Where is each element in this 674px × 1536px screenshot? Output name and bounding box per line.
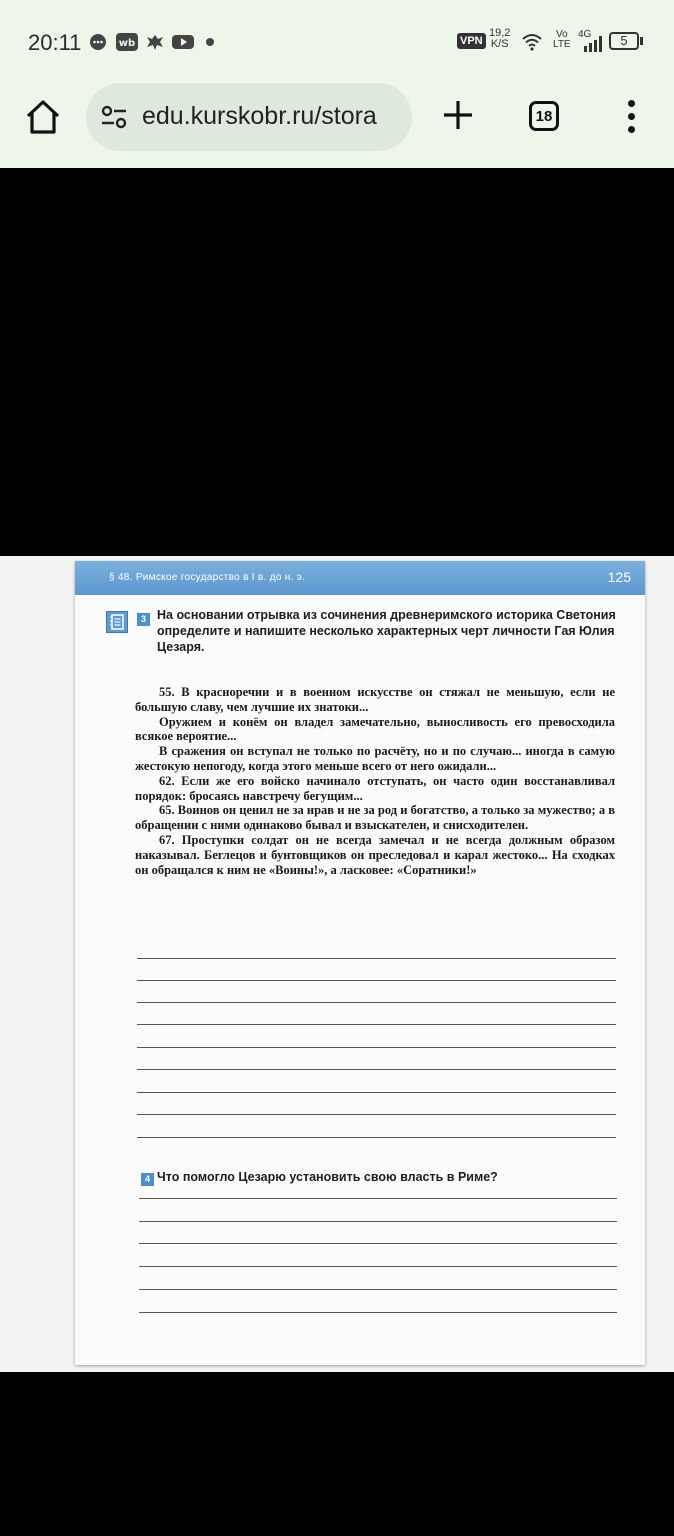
answer-line [137,1137,616,1138]
vpn-badge: VPN [457,33,486,49]
wb-app-icon [116,33,138,51]
volte-top: Vo [555,29,568,40]
battery-indicator: 5 [609,32,639,50]
answer-line [137,1024,616,1025]
chat-bubble-icon [89,33,107,51]
signal-bars-icon [584,36,604,54]
new-tab-button[interactable] [441,98,475,132]
page-header [75,561,645,595]
quote-paragraph: 62. Если же его войско начинало отступать, он часто один восстанавливал порядок: бросаясь навстречу бегущим... [135,773,615,803]
home-button[interactable] [24,98,62,136]
answer-line [139,1243,617,1244]
task-number: 3 [137,613,150,626]
quote-paragraph: В сражения он вступал не только по расчёту, но и по случаю... иногда в самую жестокую непогоду, когда этого меньше всего от него ожидали... [135,744,615,773]
answer-line [139,1289,617,1290]
more-menu-button[interactable] [622,100,640,134]
answer-line [139,1266,617,1267]
volte-bottom: LTE [553,39,571,50]
network-speed [489,28,510,50]
speed-unit: K/S [490,38,509,50]
answer-line [137,958,616,959]
notification-dot-icon [206,38,214,46]
answer-line [137,1002,616,1003]
quote-paragraph: 55. В красноречии и в военном искусстве он стяжал не меньшую, если не большую славу, чем лучшие их знатоки... [135,685,615,714]
task-4-text: Что помогло Цезарю установить свою власть в Риме? [157,1170,498,1184]
answer-line [139,1312,617,1313]
answer-line [139,1221,617,1222]
answer-line [137,1092,616,1093]
answer-line [137,980,616,981]
textbook-page [75,561,645,1365]
suetonius-excerpt [135,685,615,877]
address-bar[interactable] [86,83,412,151]
speed-value: 19,2 [489,27,511,39]
answer-line [139,1198,617,1199]
url-text[interactable]: edu.kurskobr.ru/stora [142,102,377,130]
notebook-icon [106,611,128,633]
youtube-icon [172,33,194,51]
volte-indicator [553,30,571,50]
browser-chrome [0,0,674,168]
task-number: 4 [141,1173,154,1186]
network-type: 4G [578,29,592,40]
emblem-icon [145,33,165,51]
task-3-text: На основании отрывка из сочинения древнеримского историка Светония определите и напишите несколько характерных черт личности Гая Юлия Цезаря. [157,608,616,654]
section-title: § 48. Римское государство в I в. до н. э. [109,572,306,583]
tab-switcher-button[interactable]: 18 [529,101,559,131]
wifi-icon [522,33,542,51]
quote-paragraph: 67. Проступки солдат он не всегда замечал и не всегда должным образом наказывал. Беглецов и бунтовщиков он преследовал и карал жестоко... На сходках он обращался к ним не «Воины!», а ласковее: «Соратники!» [135,832,615,877]
page-number: 125 [607,569,631,585]
battery-tip [640,37,643,45]
answer-line [137,1047,616,1048]
quote-paragraph: Оружием и конём он владел замечательно, выносливость его превосходила всякое вероятие... [135,714,615,744]
svg-text:wb: wb [118,38,136,49]
site-settings-icon[interactable] [100,103,128,131]
status-time: 20:11 [28,30,82,55]
quote-paragraph: 65. Воинов он ценил не за нрав и не за род и богатство, а только за мужество; а в обращении с ними одинаково бывал и взыскателен, и снисходителен. [135,803,615,833]
answer-line [137,1069,616,1070]
answer-line [137,1114,616,1115]
